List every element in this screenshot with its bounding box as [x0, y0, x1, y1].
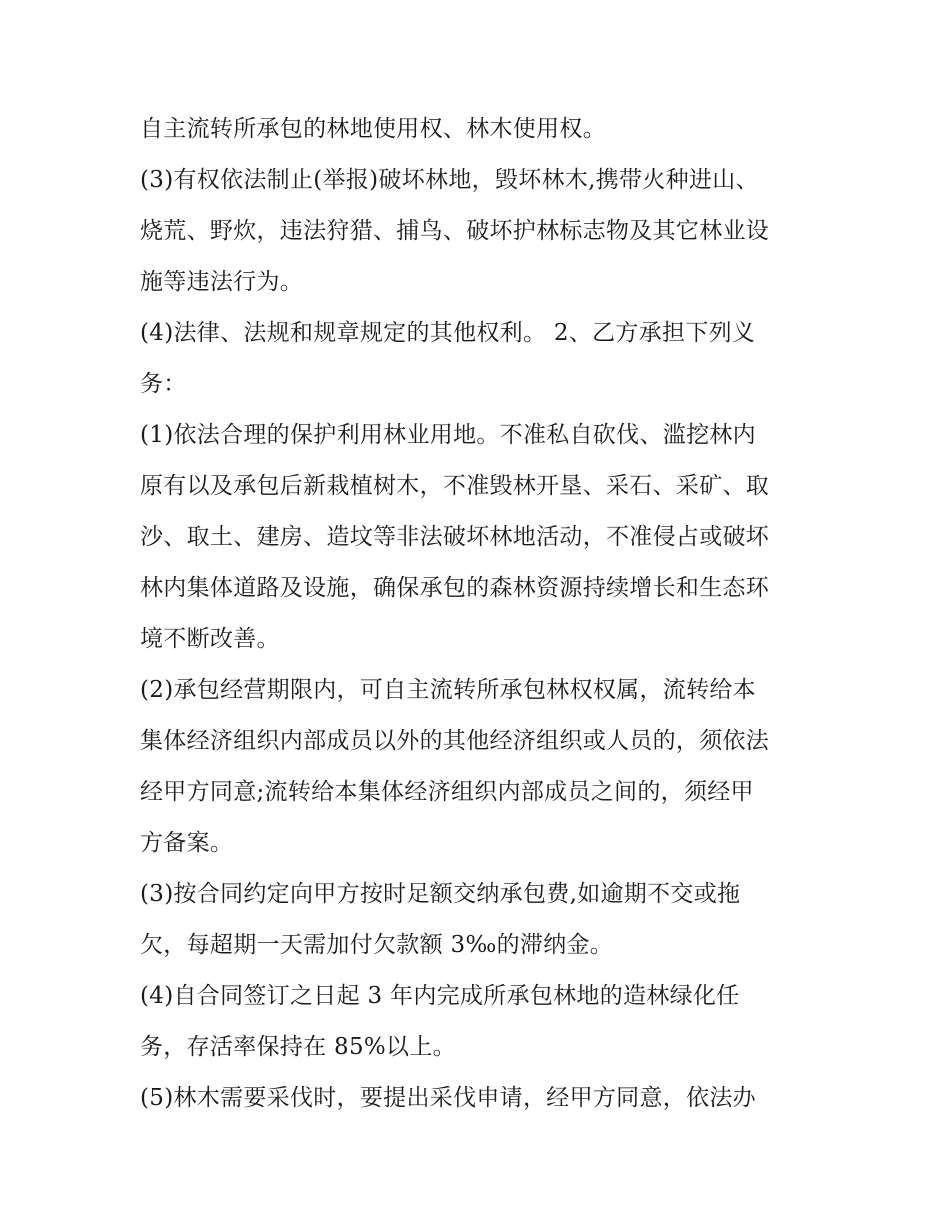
text-line: 自主流转所承包的林地使用权、林木使用权。 [140, 116, 606, 142]
text-line: 欠，每超期一天需加付欠款额 3‰的滞纳金。 [140, 932, 614, 958]
text-line: 境不断改善。 [140, 626, 280, 652]
text-line: 方备案。 [140, 830, 234, 856]
text-line: (5)林木需要采伐时，要提出采伐申请，经甲方同意，依法办 [140, 1085, 756, 1111]
text-line: 沙、取土、建房、造坟等非法破坏林地活动，不准侵占或破坏 [140, 524, 770, 550]
text-line: (4)法律、法规和规章规定的其他权利。 2、乙方承担下列义 [140, 320, 756, 346]
text-line: (4)自合同签订之日起 3 年内完成所承包林地的造林绿化任 [140, 983, 740, 1009]
text-line: (3)有权依法制止(举报)破坏林地，毁坏林木,携带火种进山、 [140, 167, 759, 193]
text-line: 集体经济组织内部成员以外的其他经济组织或人员的，须依法 [140, 728, 770, 754]
text-line: 林内集体道路及设施，确保承包的森林资源持续增长和生态环 [140, 575, 770, 601]
document-body [140, 104, 820, 1124]
text-line: 务，存活率保持在 85%以上。 [140, 1034, 456, 1060]
text-line: 烧荒、野炊，违法狩猎、捕鸟、破坏护林标志物及其它林业设 [140, 218, 770, 244]
text-line: 务： [140, 371, 187, 397]
text-line: (1)依法合理的保护利用林业用地。不准私自砍伐、滥挖林内 [140, 422, 756, 448]
text-line: 原有以及承包后新栽植树木，不准毁林开垦、采石、采矿、取 [140, 473, 770, 499]
text-line: (3)按合同约定向甲方按时足额交纳承包费,如逾期不交或拖 [140, 881, 741, 907]
text-line: 经甲方同意;流转给本集体经济组织内部成员之间的，须经甲 [140, 779, 754, 805]
text-line: (2)承包经营期限内，可自主流转所承包林权权属，流转给本 [140, 677, 756, 703]
text-line: 施等违法行为。 [140, 269, 304, 295]
